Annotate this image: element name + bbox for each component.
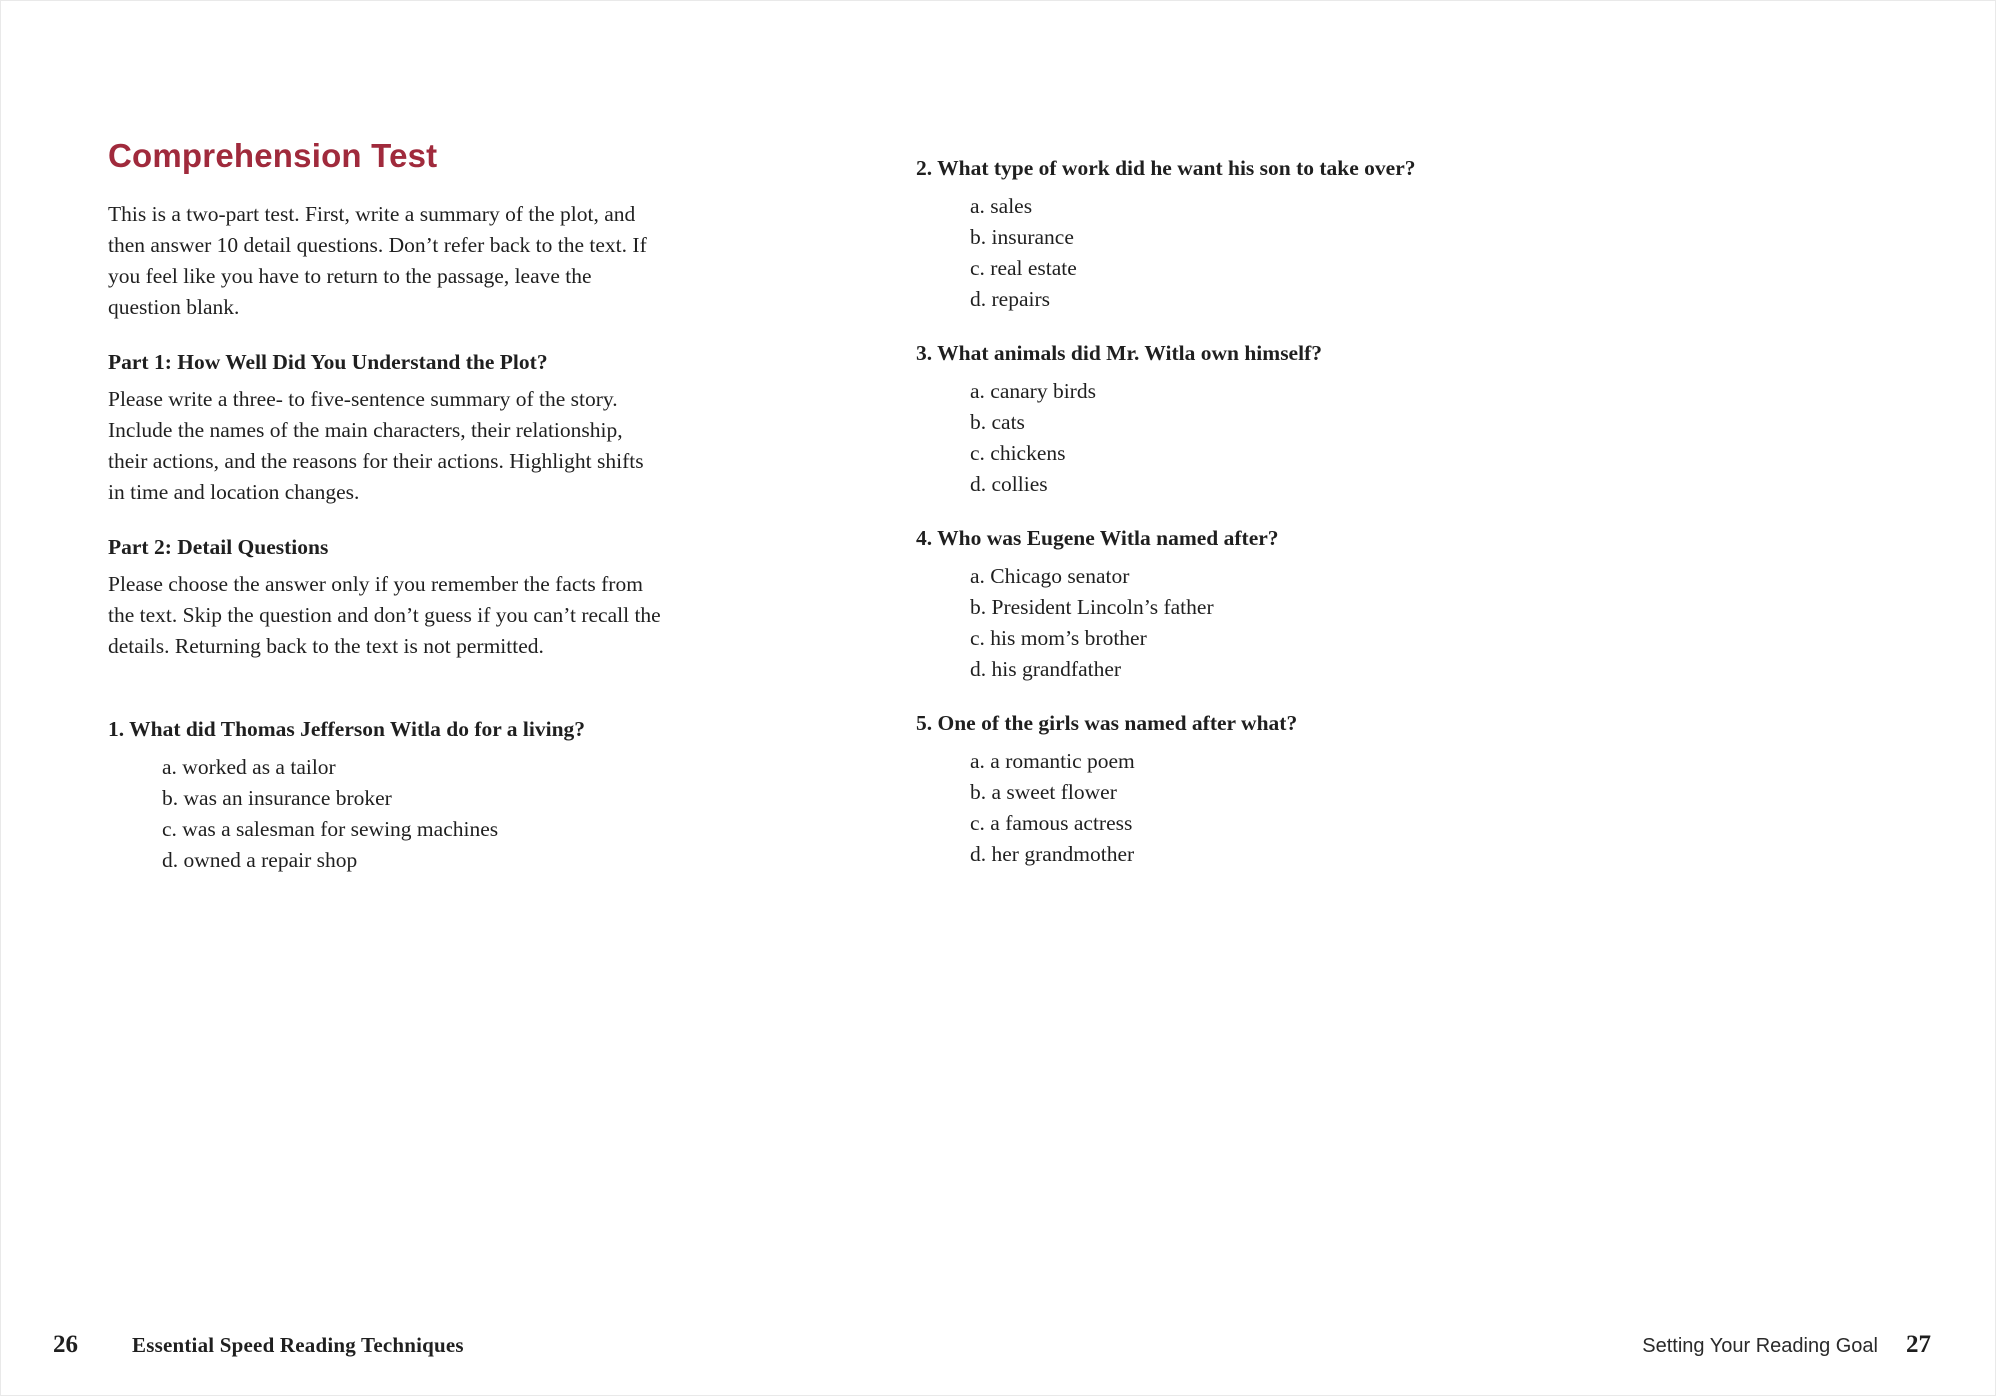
- question-3-options: [970, 376, 1636, 500]
- question-2-option-d: d. repairs: [970, 287, 1050, 311]
- question-1-option-b: b. was an insurance broker: [162, 786, 392, 810]
- question-4-option-b: b. President Lincoln’s father: [970, 595, 1214, 619]
- part2-body: Please choose the answer only if you remember the facts from the text. Skip the question and don’t guess if you can’t recall the details. Returning back to the text is not permitted.: [108, 572, 661, 658]
- question-3-option-c: c. chickens: [970, 441, 1066, 465]
- intro-paragraph: This is a two-part test. First, write a summary of the plot, and then answer 10 detail questions. Don’t refer back to the text. If you feel like you have to return to the passage, leave the question blank.: [108, 202, 647, 319]
- question-2-option-b: b. insurance: [970, 225, 1074, 249]
- question-4-option-c: c. his mom’s brother: [970, 626, 1147, 650]
- question-3-option-a: a. canary birds: [970, 379, 1096, 403]
- question-3-text: 3. What animals did Mr. Witla own himself?: [916, 341, 1322, 365]
- question-2-option-c: c. real estate: [970, 256, 1077, 280]
- question-2-options: [970, 191, 1636, 315]
- question-4: [916, 523, 1636, 685]
- left-page-footer: [53, 1331, 464, 1359]
- right-page-footer: [1642, 1331, 1931, 1359]
- question-3-option-d: d. collies: [970, 472, 1048, 496]
- question-1-text: 1. What did Thomas Jefferson Witla do for a living?: [108, 717, 586, 741]
- question-4-text: 4. Who was Eugene Witla named after?: [916, 526, 1279, 550]
- part2-heading: Part 2: Detail Questions: [108, 535, 329, 559]
- question-5-option-a: a. a romantic poem: [970, 749, 1135, 773]
- question-1-option-c: c. was a salesman for sewing machines: [162, 817, 499, 841]
- question-4-options: [970, 561, 1636, 685]
- book-title: Essential Speed Reading Techniques: [132, 1333, 464, 1357]
- question-5-option-b: b. a sweet flower: [970, 780, 1117, 804]
- left-page-number: 26: [53, 1331, 78, 1358]
- page-title: Comprehension Test: [108, 137, 438, 174]
- question-5-text: 5. One of the girls was named after what?: [916, 711, 1298, 735]
- question-1: [108, 714, 758, 876]
- question-1-options: [162, 752, 758, 876]
- right-page-number: 27: [1906, 1331, 1931, 1358]
- question-3-option-b: b. cats: [970, 410, 1025, 434]
- part1-body: Please write a three- to five-sentence summary of the story. Include the names of the main characters, their relationship, their actions, and the reasons for their actions. Highlight shifts in time and location changes.: [108, 387, 644, 504]
- left-page: [108, 1, 758, 876]
- question-2-option-a: a. sales: [970, 194, 1033, 218]
- chapter-title: Setting Your Reading Goal: [1642, 1335, 1878, 1357]
- question-5-option-c: c. a famous actress: [970, 811, 1133, 835]
- question-2: [916, 153, 1636, 315]
- question-1-option-a: a. worked as a tailor: [162, 755, 336, 779]
- part1-heading: Part 1: How Well Did You Understand the Plot?: [108, 350, 548, 374]
- question-5-option-d: d. her grandmother: [970, 842, 1135, 866]
- question-4-option-d: d. his grandfather: [970, 657, 1122, 681]
- question-4-option-a: a. Chicago senator: [970, 564, 1130, 588]
- question-3: [916, 338, 1636, 500]
- question-5-options: [970, 746, 1636, 870]
- question-5: [916, 708, 1636, 870]
- right-page: [916, 1, 1636, 870]
- question-2-text: 2. What type of work did he want his son to take over?: [916, 156, 1416, 180]
- question-1-option-d: d. owned a repair shop: [162, 848, 358, 872]
